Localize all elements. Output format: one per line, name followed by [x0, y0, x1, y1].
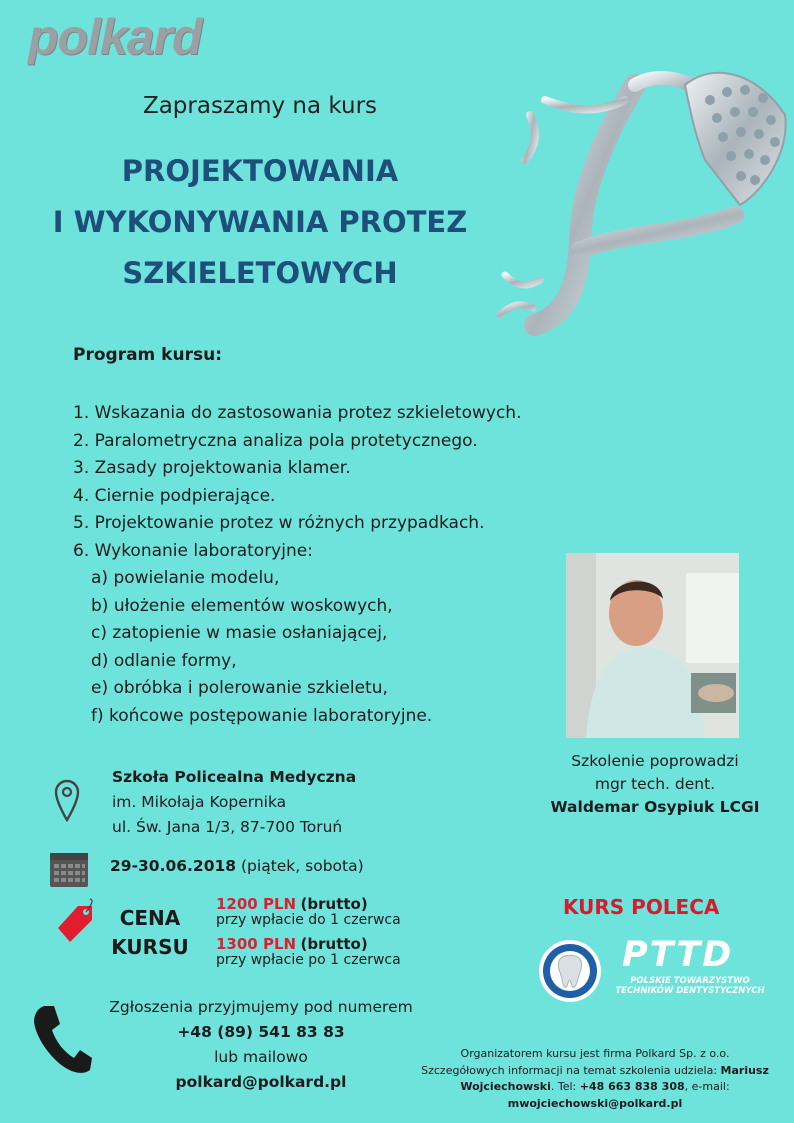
organizer-person: Mariusz Wojciechowski [460, 1063, 769, 1093]
location-pin-icon [53, 778, 81, 822]
program-subitem: d) odlanie formy, [91, 650, 237, 671]
program-item: 6. Wykonanie laboratoryjne: [73, 540, 313, 561]
organizer-details: Szczegółowych informacji na temat szkolenia udziela: Mariusz Wojciechowski. Tel: +48 663 838 308, e-mail: [421, 1063, 769, 1093]
phone-icon [30, 1002, 94, 1076]
date-value: 29-30.06.2018 [110, 857, 237, 875]
course-title-line-2: I WYKONYWANIA PROTEZ [52, 205, 468, 239]
program-subitem: b) ułożenie elementów woskowych, [91, 595, 393, 616]
organizer-phone: +48 663 838 308 [579, 1080, 685, 1093]
program-subitem: e) obróbka i polerowanie szkieletu, [91, 678, 388, 698]
pttd-full-name [590, 976, 790, 996]
venue-address: ul. Św. Jana 1/3, 87-700 Toruń [112, 818, 343, 836]
pttd-tooth-logo [536, 935, 616, 1015]
program-item: 4. Ciernie podpierające. [73, 485, 276, 506]
program-subitem: a) powielanie modelu, [91, 568, 280, 588]
price-note: przy wpłacie do 1 czerwca [216, 912, 401, 928]
price-option-early [216, 897, 401, 928]
contact-info [90, 995, 432, 1095]
price-gross: (brutto) [300, 935, 368, 953]
course-title-line-3: SZKIELETOWYCH [122, 256, 398, 290]
contact-email: polkard@polkard.pl [175, 1073, 347, 1091]
recommend-heading: KURS POLECA [563, 895, 720, 919]
date-days: (piątek, sobota) [241, 857, 364, 875]
program-item: 1. Wskazania do zastosowania protez szkieletowych. [73, 403, 522, 423]
course-date [110, 857, 364, 875]
venue-info [112, 765, 356, 840]
program-subitem: f) końcowe postępowanie laboratoryjne. [91, 705, 433, 726]
price-amount: 1300 PLN [216, 935, 297, 953]
price-note: przy wpłacie po 1 czerwca [216, 952, 401, 968]
program-item: 5. Projektowanie protez w różnych przypadkach. [73, 513, 485, 533]
contact-line-3: lub mailowo [214, 1048, 308, 1066]
course-title [0, 146, 520, 299]
venue-line-2: im. Mikołaja Kopernika [112, 793, 287, 811]
trainer-photo [566, 553, 739, 738]
invite-text: Zapraszamy na kurs [142, 93, 378, 119]
price-option-late [216, 937, 401, 968]
contact-line-1: Zgłoszenia przyjmujemy pod numerem [109, 998, 413, 1016]
program-item: 2. Paralometryczna analiza pola protetycznego. [73, 430, 478, 451]
price-amount: 1200 PLN [216, 895, 297, 913]
pttd-abbr: PTTD [622, 935, 734, 975]
pttd-line-1: POLSKIE TOWARZYSTWO [630, 976, 750, 986]
trainer-line-1: Szkolenie poprowadzi [571, 752, 739, 770]
program-heading: Program kursu: [73, 345, 222, 365]
trainer-name: Waldemar Osypiuk LCGI [550, 798, 760, 816]
price-label-line-2: KURSU [111, 935, 189, 959]
program-subitem: c) zatopienie w masie osłaniającej, [91, 623, 388, 643]
calendar-icon [49, 852, 89, 888]
pttd-line-2: TECHNIKÓW DENTYSTYCZNYCH [615, 986, 765, 996]
price-gross: (brutto) [300, 895, 368, 913]
contact-phone: +48 (89) 541 83 83 [177, 1023, 345, 1041]
trainer-info [530, 750, 780, 819]
price-tag-icon [48, 898, 96, 946]
price-label [100, 904, 200, 962]
polkard-logo: polkard [28, 9, 202, 65]
trainer-line-2: mgr tech. dent. [594, 775, 716, 793]
denture-framework-image [485, 40, 790, 350]
organizer-line-1: Organizatorem kursu jest firma Polkard Sp. z o.o. [460, 1047, 730, 1060]
program-list [73, 400, 521, 730]
venue-name: Szkoła Policealna Medyczna [112, 768, 357, 786]
price-label-line-1: CENA [119, 906, 181, 930]
organizer-info [400, 1046, 790, 1112]
organizer-email: mwojciechowski@polkard.pl [507, 1096, 683, 1110]
course-title-line-1: PROJEKTOWANIA [121, 154, 399, 188]
program-item: 3. Zasady projektowania klamer. [73, 458, 351, 478]
